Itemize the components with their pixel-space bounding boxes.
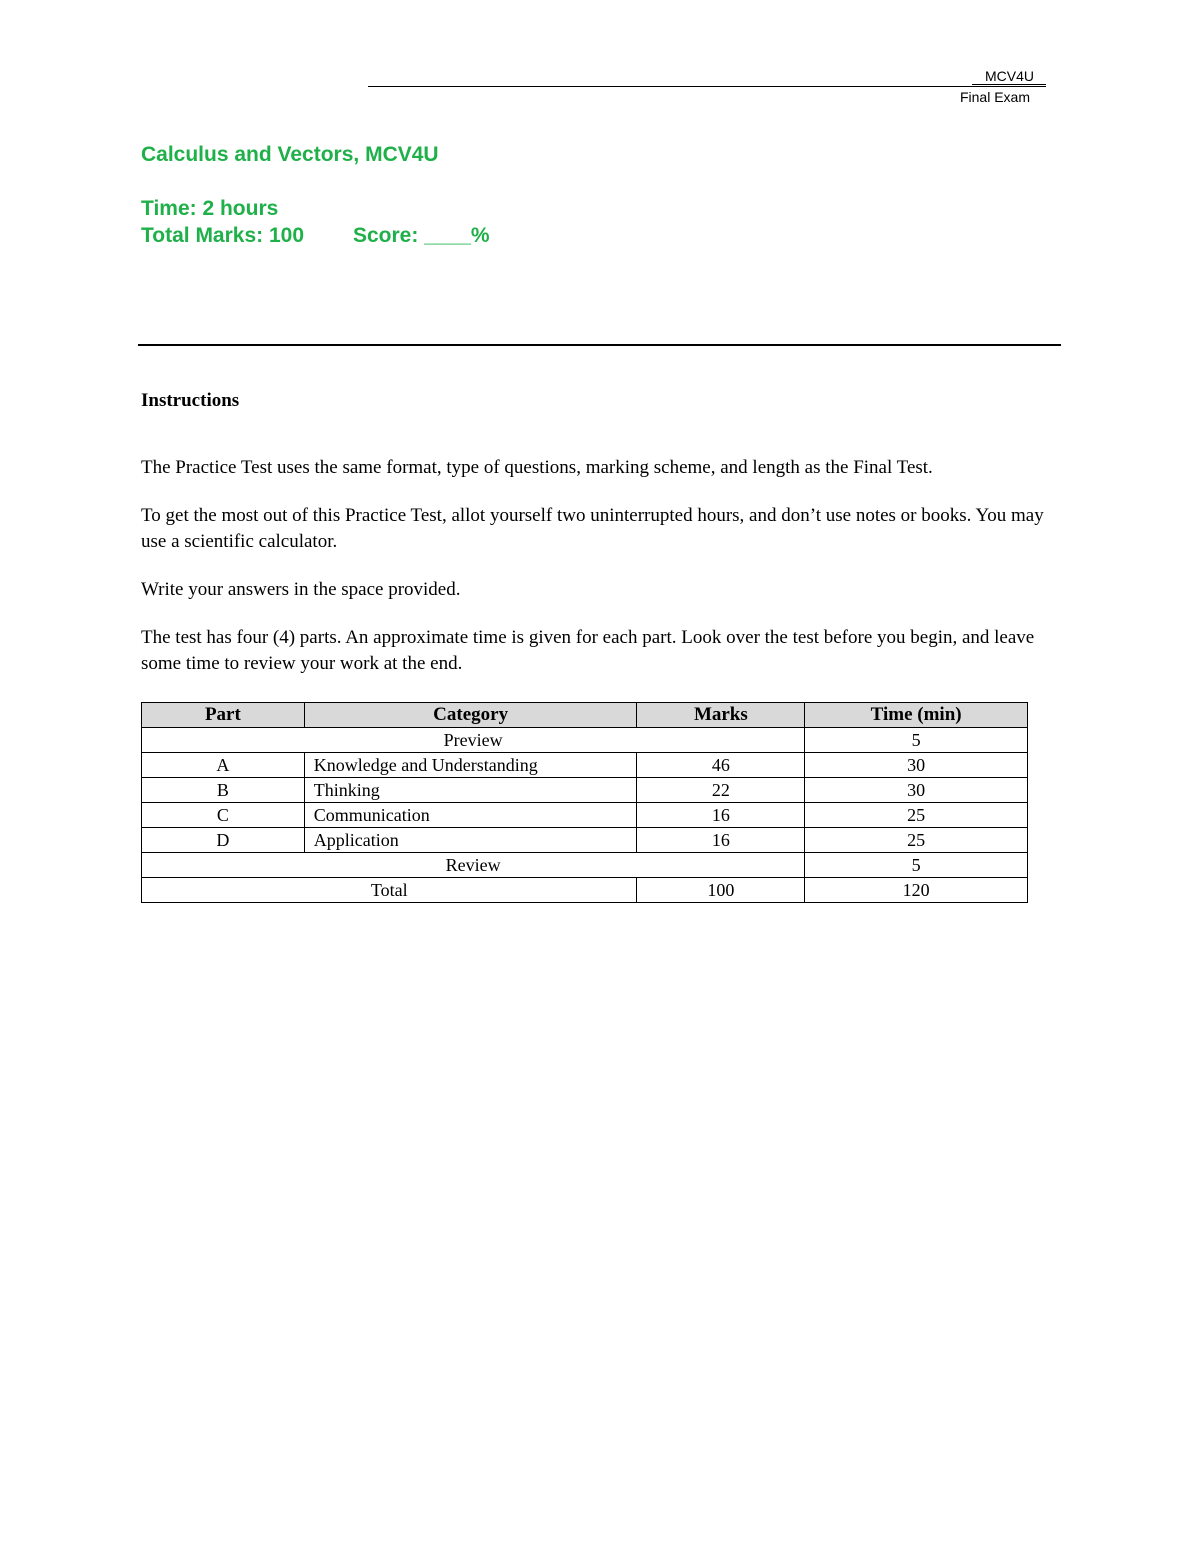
- exam-total-marks: Total Marks: 100: [141, 224, 305, 247]
- exam-time: Time: 2 hours: [141, 197, 279, 220]
- header-course-code: MCV4U: [984, 68, 1034, 84]
- row-part: C: [142, 803, 305, 828]
- row-category: Thinking: [304, 778, 637, 803]
- table-row-preview: [142, 728, 1028, 753]
- header-part: Part: [142, 703, 305, 728]
- preview-time: 5: [805, 728, 1028, 753]
- row-category: Communication: [304, 803, 637, 828]
- parts-table: [141, 702, 1028, 903]
- section-divider: [138, 344, 1061, 346]
- instructions-paragraph: The Practice Test uses the same format, type of questions, marking scheme, and length as the Final Test.: [141, 457, 933, 478]
- preview-label: Preview: [142, 728, 805, 753]
- exam-title: Calculus and Vectors, MCV4U: [141, 143, 439, 166]
- row-marks: 16: [637, 828, 805, 853]
- header-course-underline: [972, 84, 1046, 85]
- table-row-total: [142, 878, 1028, 903]
- total-marks: 100: [637, 878, 805, 903]
- table-row: [142, 753, 1028, 778]
- row-time: 30: [805, 753, 1028, 778]
- table-row: [142, 778, 1028, 803]
- review-time: 5: [805, 853, 1028, 878]
- instructions-paragraph: To get the most out of this Practice Test, allot yourself two uninterrupted hours, and don’t use notes or books. You may use a scientific calculator.: [141, 505, 1044, 552]
- row-marks: 46: [637, 753, 805, 778]
- table-row-review: [142, 853, 1028, 878]
- exam-score: Score: ____%: [353, 224, 490, 247]
- row-marks: 22: [637, 778, 805, 803]
- header-marks: Marks: [637, 703, 805, 728]
- total-label: Total: [142, 878, 637, 903]
- table-header-row: [142, 703, 1028, 728]
- review-label: Review: [142, 853, 805, 878]
- row-part: D: [142, 828, 305, 853]
- header-category: Category: [304, 703, 637, 728]
- header-document-type: Final Exam: [959, 89, 1030, 105]
- row-part: A: [142, 753, 305, 778]
- instructions-paragraph: The test has four (4) parts. An approximate time is given for each part. Look over the test before you begin, and leave some time to review your work at the end.: [141, 627, 1035, 674]
- row-time: 25: [805, 803, 1028, 828]
- header-time: Time (min): [805, 703, 1028, 728]
- instructions-paragraph: Write your answers in the space provided.: [141, 579, 461, 600]
- row-marks: 16: [637, 803, 805, 828]
- row-time: 30: [805, 778, 1028, 803]
- total-time: 120: [805, 878, 1028, 903]
- table-row: [142, 803, 1028, 828]
- row-category: Knowledge and Understanding: [304, 753, 637, 778]
- table-row: [142, 828, 1028, 853]
- row-part: B: [142, 778, 305, 803]
- instructions-heading: Instructions: [141, 390, 240, 411]
- header-rule: [368, 86, 1046, 87]
- row-time: 25: [805, 828, 1028, 853]
- row-category: Application: [304, 828, 637, 853]
